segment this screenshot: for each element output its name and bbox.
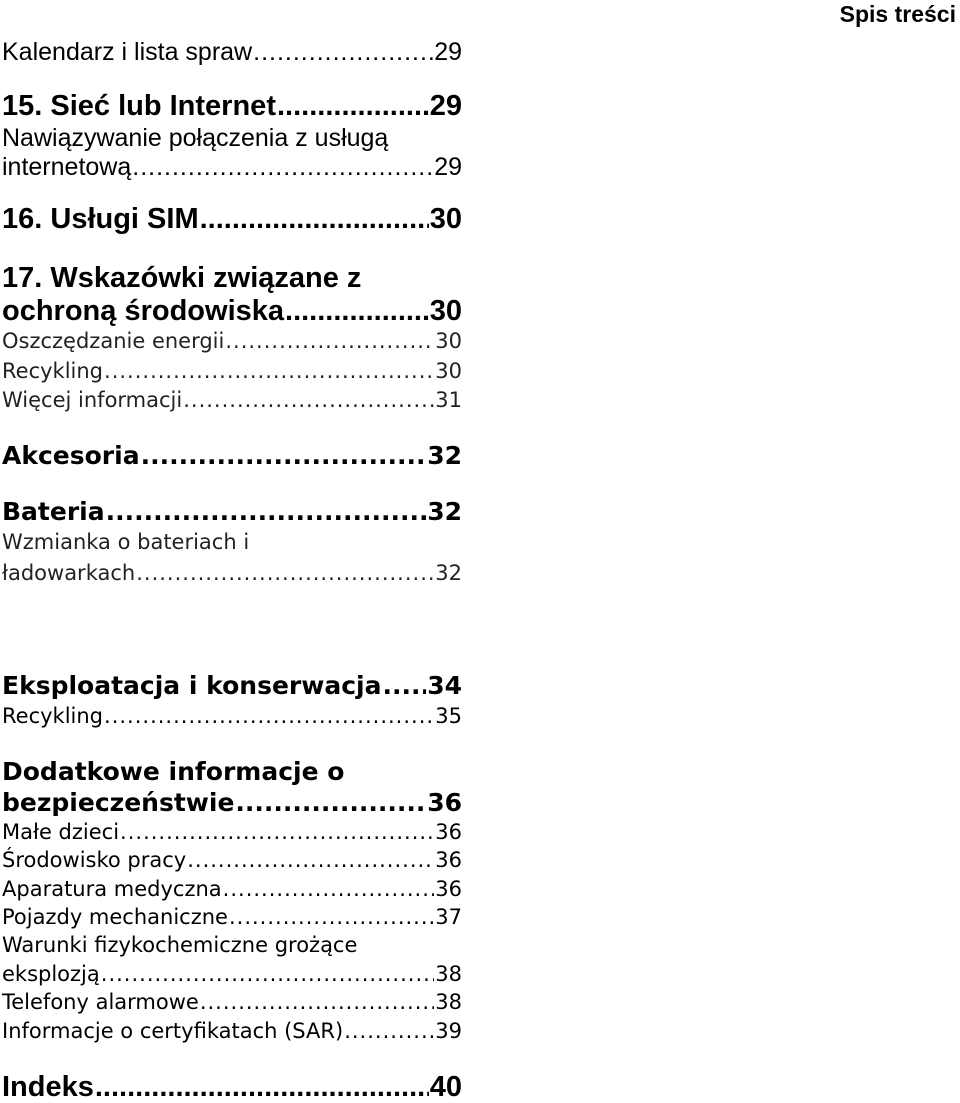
toc-entry-title: bezpieczeństwie [2,788,235,817]
toc-leader-dots [382,673,426,698]
toc-entry-title: Telefony alarmowe [2,990,199,1014]
toc-leader-dots [235,790,426,815]
toc-entry-title: ochroną środowiska [2,295,285,327]
toc-entry-page: 32 [427,441,462,470]
toc-leader-dots [223,879,435,900]
toc-entry-emergency-calls[interactable] [2,992,462,1013]
running-header: Spis treści [839,1,956,27]
toc-leader-dots [187,850,434,871]
toc-entry-title: Kalendarz i lista spraw [2,38,253,66]
toc-entry-page: 37 [435,905,462,929]
toc-entry-recycling-2[interactable] [2,706,462,727]
toc-entry-page: 30 [429,295,462,327]
toc-leader-dots [141,443,427,468]
toc-entry-page: 38 [435,962,462,986]
toc-entry-page: 30 [429,203,462,235]
toc-entry-battery-note[interactable] [2,563,462,584]
toc-entry-page: 34 [427,671,462,700]
toc-section-care[interactable] [2,673,462,698]
toc-entry-page: 32 [435,561,462,585]
toc-entry-title: 16. Usługi SIM [2,203,199,235]
toc-entry-page: 36 [435,877,462,901]
toc-entry-page: 38 [435,990,462,1014]
toc-leader-dots [200,205,429,234]
toc-entry-line1: Wzmianka o bateriach i [2,530,250,554]
toc-entry-page: 30 [435,359,462,383]
toc-entry-energy-saving[interactable] [2,331,462,352]
toc-leader-dots [136,563,434,584]
toc-entry-page: 40 [429,1071,462,1103]
toc-entry-page: 35 [435,704,462,728]
toc-leader-dots [132,155,433,180]
toc-chapter-line1: 17. Wskazówki związane z [2,262,362,294]
toc-entry-page: 29 [429,90,462,122]
toc-entry-recycling[interactable] [2,361,462,382]
toc-leader-dots [120,822,434,843]
toc-leader-dots [225,331,434,352]
toc-entry-title: ładowarkach [2,561,136,585]
toc-entry-line1: Nawiązywanie połączenia z usługą [2,124,389,152]
toc-section-line1: Dodatkowe informacje o [2,757,345,786]
toc-entry-page: 36 [435,848,462,872]
toc-entry-title: Informacje o certyfikatach (SAR) [2,1019,344,1043]
toc-chapter-17[interactable] [2,297,462,326]
toc-entry-sar[interactable] [2,1021,462,1042]
toc-entry-title: Recykling [2,359,104,383]
toc-entry-title: Małe dzieci [2,820,120,844]
toc-entry-title: 15. Sieć lub Internet [2,90,276,122]
toc-entry-title: eksplozją [2,962,100,986]
toc-entry-page: 29 [434,153,462,181]
toc-section-battery[interactable] [2,499,462,524]
toc-entry-page: 36 [435,820,462,844]
toc-entry-page: 39 [435,1019,462,1043]
toc-entry-title: Akcesoria [2,441,140,470]
toc-entry-title: internetową [2,153,132,181]
toc-entry-page: 31 [435,388,462,412]
toc-leader-dots [101,964,435,985]
toc-leader-dots [344,1021,434,1042]
toc-entry-page: 36 [427,788,462,817]
toc-entry-title: Pojazdy mechaniczne [2,905,228,929]
toc-entry-title: Oszczędzanie energii [2,329,225,353]
toc-chapter-15[interactable] [2,92,462,121]
toc-section-accessories[interactable] [2,443,462,468]
toc-entry-title: Indeks [2,1071,94,1103]
toc-entry-page: 29 [434,38,462,66]
toc-section-safety[interactable] [2,790,462,815]
toc-leader-dots [104,706,434,727]
toc-leader-dots [106,499,427,524]
toc-entry-title: Aparatura medyczna [2,877,222,901]
toc-chapter-16[interactable] [2,205,462,234]
toc-entry-explosive-atmospheres[interactable] [2,964,462,985]
toc-entry-work-environment[interactable] [2,850,462,871]
toc-entry-title: Recykling [2,704,104,728]
toc-leader-dots [253,40,433,65]
toc-leader-dots [200,992,434,1013]
toc-section-index[interactable] [2,1073,462,1102]
toc-entry-title: Środowisko pracy [2,848,187,872]
toc-entry-title: Więcej informacji [2,388,183,412]
toc-entry-title: Bateria [2,497,105,526]
toc-entry-page: 30 [435,329,462,353]
toc-entry-more-info[interactable] [2,390,462,411]
toc-entry-line1: Warunki fizykochemiczne grożące [2,933,358,957]
toc-entry-vehicles[interactable] [2,907,462,928]
toc-leader-dots [95,1073,429,1102]
toc-entry-internet-connection[interactable] [2,155,462,180]
toc-leader-dots [229,907,434,928]
toc-entry-medical-devices[interactable] [2,879,462,900]
toc-entry-small-children[interactable] [2,822,462,843]
toc-leader-dots [104,361,434,382]
toc-entry-calendar[interactable] [2,40,462,65]
toc-leader-dots [183,390,434,411]
toc-leader-dots [277,92,429,121]
toc-leader-dots [285,297,429,326]
toc-entry-title: Eksploatacja i konserwacja [2,671,382,700]
toc-entry-page: 32 [427,497,462,526]
